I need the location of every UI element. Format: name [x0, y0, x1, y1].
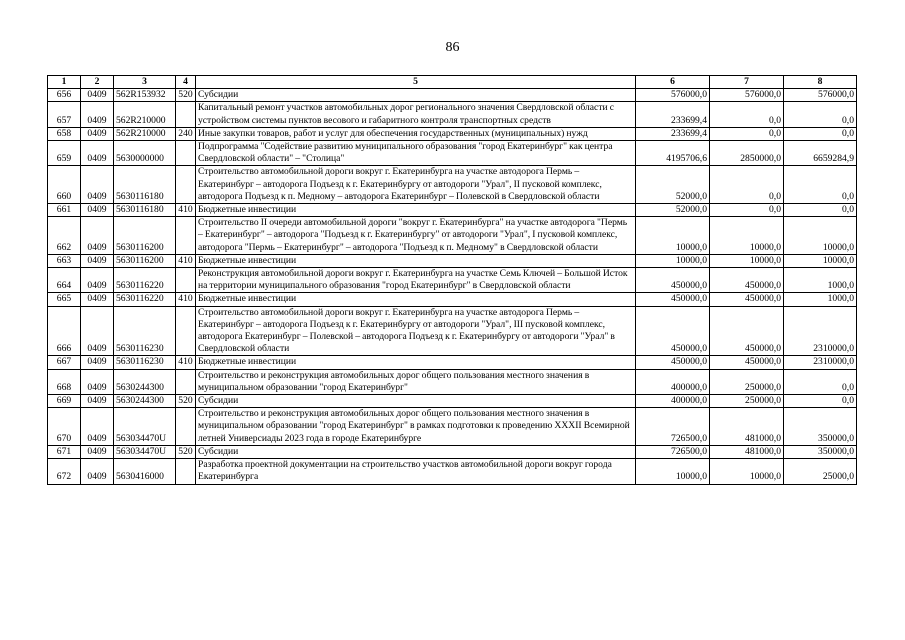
amount-col-7: 250000,0: [710, 395, 784, 408]
amount-col-6: 450000,0: [636, 306, 710, 356]
amount-col-8: 0,0: [784, 369, 857, 394]
item-name: Бюджетные инвестиции: [196, 356, 636, 369]
row-number: 669: [48, 395, 81, 408]
expense-type-code: [176, 408, 196, 446]
amount-col-6: 450000,0: [636, 356, 710, 369]
amount-col-6: 10000,0: [636, 217, 710, 255]
item-name: Строительство и реконструкция автомобильных дорог общего пользования местного значения в муниципальном образовании "город Екатеринбург" в рамках подготовки к проведению XXXII Всемирной летней Универсиады 2023 года в городе Екатеринбурге: [196, 408, 636, 446]
table-row: [48, 254, 857, 267]
table-row: [48, 217, 857, 255]
amount-col-8: 2310000,0: [784, 306, 857, 356]
amount-col-6: 10000,0: [636, 254, 710, 267]
target-article-code: 5630116220: [114, 268, 176, 293]
expense-type-code: [176, 306, 196, 356]
amount-col-6: 400000,0: [636, 369, 710, 394]
target-article-code: 562R153932: [114, 89, 176, 102]
amount-col-8: 576000,0: [784, 89, 857, 102]
row-number: 672: [48, 459, 81, 484]
amount-col-6: 400000,0: [636, 395, 710, 408]
amount-col-6: 726500,0: [636, 445, 710, 458]
expense-type-code: [176, 268, 196, 293]
table-row: [48, 89, 857, 102]
amount-col-7: 576000,0: [710, 89, 784, 102]
item-name: Бюджетные инвестиции: [196, 293, 636, 306]
amount-col-6: 450000,0: [636, 268, 710, 293]
section-code: 0409: [81, 408, 114, 446]
amount-col-7: 450000,0: [710, 306, 784, 356]
target-article-code: 5630116200: [114, 217, 176, 255]
amount-col-8: 6659284,9: [784, 141, 857, 166]
row-number: 670: [48, 408, 81, 446]
table-body: [48, 89, 857, 484]
section-code: 0409: [81, 356, 114, 369]
target-article-code: 5630116180: [114, 166, 176, 204]
amount-col-8: 0,0: [784, 127, 857, 140]
row-number: 661: [48, 204, 81, 217]
row-number: 666: [48, 306, 81, 356]
page-number: 86: [445, 40, 460, 55]
target-article-code: 5630000000: [114, 141, 176, 166]
item-name: Субсидии: [196, 395, 636, 408]
section-code: 0409: [81, 306, 114, 356]
target-article-code: 5630244300: [114, 395, 176, 408]
amount-col-8: 350000,0: [784, 445, 857, 458]
table-row: [48, 459, 857, 484]
amount-col-8: 10000,0: [784, 217, 857, 255]
expense-type-code: 520: [176, 445, 196, 458]
target-article-code: 562R210000: [114, 102, 176, 127]
amount-col-7: 0,0: [710, 102, 784, 127]
section-code: 0409: [81, 268, 114, 293]
amount-col-6: 52000,0: [636, 204, 710, 217]
table-row: [48, 356, 857, 369]
expense-type-code: 240: [176, 127, 196, 140]
item-name: Бюджетные инвестиции: [196, 254, 636, 267]
amount-col-6: 233699,4: [636, 127, 710, 140]
section-code: 0409: [81, 254, 114, 267]
row-number: 663: [48, 254, 81, 267]
target-article-code: 5630116200: [114, 254, 176, 267]
amount-col-8: 1000,0: [784, 293, 857, 306]
table-row: [48, 408, 857, 446]
section-code: 0409: [81, 445, 114, 458]
amount-col-7: 450000,0: [710, 356, 784, 369]
amount-col-7: 0,0: [710, 166, 784, 204]
amount-col-8: 350000,0: [784, 408, 857, 446]
expense-type-code: 410: [176, 356, 196, 369]
target-article-code: 562R210000: [114, 127, 176, 140]
column-header: 8: [784, 76, 857, 89]
amount-col-6: 233699,4: [636, 102, 710, 127]
amount-col-8: 10000,0: [784, 254, 857, 267]
table-row: [48, 395, 857, 408]
amount-col-7: 450000,0: [710, 268, 784, 293]
amount-col-7: 0,0: [710, 127, 784, 140]
table-row: [48, 102, 857, 127]
item-name: Капитальный ремонт участков автомобильных дорог регионального значения Свердловской области с устройством системы пунктов весового и габаритного контроля транспортных средств: [196, 102, 636, 127]
item-name: Бюджетные инвестиции: [196, 204, 636, 217]
amount-col-7: 10000,0: [710, 459, 784, 484]
section-code: 0409: [81, 102, 114, 127]
column-header: 4: [176, 76, 196, 89]
table-row: [48, 204, 857, 217]
row-number: 667: [48, 356, 81, 369]
expense-type-code: 410: [176, 204, 196, 217]
row-number: 657: [48, 102, 81, 127]
section-code: 0409: [81, 204, 114, 217]
expense-type-code: 410: [176, 293, 196, 306]
target-article-code: 563034470U: [114, 445, 176, 458]
amount-col-7: 2850000,0: [710, 141, 784, 166]
row-number: 656: [48, 89, 81, 102]
amount-col-6: 576000,0: [636, 89, 710, 102]
budget-table: [47, 75, 857, 485]
amount-col-7: 10000,0: [710, 254, 784, 267]
section-code: 0409: [81, 217, 114, 255]
item-name: Разработка проектной документации на строительство участков автомобильной дороги вокруг города Екатеринбурга: [196, 459, 636, 484]
amount-col-6: 450000,0: [636, 293, 710, 306]
amount-col-8: 0,0: [784, 166, 857, 204]
table-row: [48, 268, 857, 293]
table-row: [48, 293, 857, 306]
column-header: 1: [48, 76, 81, 89]
item-name: Субсидии: [196, 445, 636, 458]
item-name: Строительство и реконструкция автомобильных дорог общего пользования местного значения в муниципальном образовании "город Екатеринбург": [196, 369, 636, 394]
expense-type-code: 520: [176, 89, 196, 102]
amount-col-6: 52000,0: [636, 166, 710, 204]
row-number: 658: [48, 127, 81, 140]
expense-type-code: [176, 102, 196, 127]
section-code: 0409: [81, 166, 114, 204]
table-row: [48, 306, 857, 356]
item-name: Реконструкция автомобильной дороги вокруг г. Екатеринбурга на участке Семь Ключей – Большой Исток на территории муниципального образования "город Екатеринбург" в Свердловской области: [196, 268, 636, 293]
column-header: 7: [710, 76, 784, 89]
row-number: 662: [48, 217, 81, 255]
expense-type-code: [176, 459, 196, 484]
amount-col-6: 726500,0: [636, 408, 710, 446]
column-header: 6: [636, 76, 710, 89]
expense-type-code: [176, 369, 196, 394]
item-name: Субсидии: [196, 89, 636, 102]
amount-col-7: 0,0: [710, 204, 784, 217]
amount-col-8: 0,0: [784, 102, 857, 127]
row-number: 659: [48, 141, 81, 166]
expense-type-code: [176, 141, 196, 166]
row-number: 665: [48, 293, 81, 306]
table-row: [48, 166, 857, 204]
item-name: Иные закупки товаров, работ и услуг для обеспечения государственных (муниципальных) нужд: [196, 127, 636, 140]
amount-col-6: 10000,0: [636, 459, 710, 484]
item-name: Строительство II очереди автомобильной дороги "вокруг г. Екатеринбурга" на участке автодорога "Пермь – Екатеринбург" – автодорога "Подъезд к г. Екатеринбургу" от автодороги "Урал", I пусковой комплекс, автодорога "Пермь – Екатеринбург" – автодорога "Подъезд к п. Медному" в Свердловской области: [196, 217, 636, 255]
column-header: 2: [81, 76, 114, 89]
section-code: 0409: [81, 395, 114, 408]
amount-col-6: 4195706,6: [636, 141, 710, 166]
row-number: 660: [48, 166, 81, 204]
expense-type-code: [176, 217, 196, 255]
target-article-code: 563034470U: [114, 408, 176, 446]
amount-col-8: 0,0: [784, 395, 857, 408]
row-number: 671: [48, 445, 81, 458]
section-code: 0409: [81, 369, 114, 394]
amount-col-7: 250000,0: [710, 369, 784, 394]
amount-col-8: 1000,0: [784, 268, 857, 293]
item-name: Подпрограмма "Содействие развитию муниципального образования "город Екатеринбург" как центра Свердловской области" – "Столица": [196, 141, 636, 166]
amount-col-8: 0,0: [784, 204, 857, 217]
target-article-code: 5630244300: [114, 369, 176, 394]
section-code: 0409: [81, 141, 114, 166]
amount-col-7: 10000,0: [710, 217, 784, 255]
target-article-code: 5630116220: [114, 293, 176, 306]
section-code: 0409: [81, 459, 114, 484]
table-row: [48, 445, 857, 458]
item-name: Строительство автомобильной дороги вокруг г. Екатеринбурга на участке автодорога Пермь – Екатеринбург – автодорога Подъезд к г. Екатеринбургу от автодороги "Урал", III пусковой комплекс, автодорога Екатеринбург – Полевской – автодорога Подъезд к г. Екатеринбургу от автодороги "Урал" в Свердловской области: [196, 306, 636, 356]
target-article-code: 5630116230: [114, 306, 176, 356]
amount-col-7: 481000,0: [710, 408, 784, 446]
item-name: Строительство автомобильной дороги вокруг г. Екатеринбурга на участке автодорога Пермь – Екатеринбург – автодорога Подъезд к г. Екатеринбургу от автодороги "Урал", II пусковой комплекс, автодорога Подъезд к п. Медному – автодорога Екатеринбург – Полевской в Свердловской области: [196, 166, 636, 204]
amount-col-8: 25000,0: [784, 459, 857, 484]
target-article-code: 5630116180: [114, 204, 176, 217]
section-code: 0409: [81, 293, 114, 306]
row-number: 664: [48, 268, 81, 293]
target-article-code: 5630416000: [114, 459, 176, 484]
table-header-row: [48, 76, 857, 89]
column-header: 3: [114, 76, 176, 89]
table-row: [48, 127, 857, 140]
target-article-code: 5630116230: [114, 356, 176, 369]
expense-type-code: 410: [176, 254, 196, 267]
section-code: 0409: [81, 89, 114, 102]
amount-col-7: 481000,0: [710, 445, 784, 458]
table-row: [48, 369, 857, 394]
amount-col-7: 450000,0: [710, 293, 784, 306]
column-header: 5: [196, 76, 636, 89]
table-row: [48, 141, 857, 166]
expense-type-code: 520: [176, 395, 196, 408]
section-code: 0409: [81, 127, 114, 140]
amount-col-8: 2310000,0: [784, 356, 857, 369]
expense-type-code: [176, 166, 196, 204]
row-number: 668: [48, 369, 81, 394]
